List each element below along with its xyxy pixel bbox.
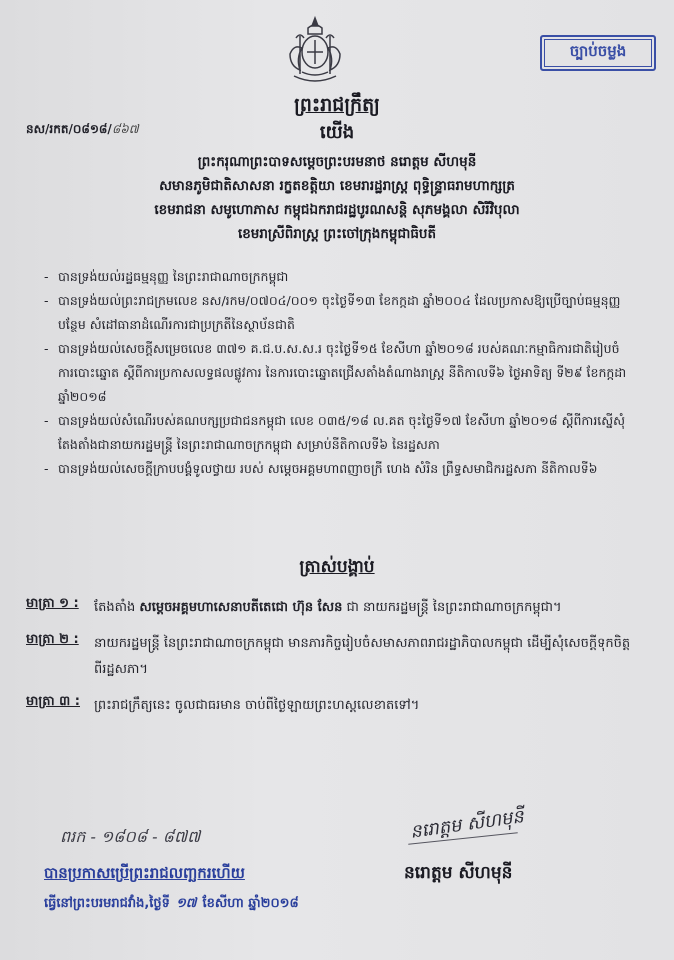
article-3 bbox=[26, 693, 646, 719]
decree-subtitle: យើង bbox=[319, 122, 355, 143]
article-text: ព្រះរាជក្រឹត្យនេះ ចូលជាធរមាន ចាប់ពីថ្ងៃឡាយព្រះហស្តលេខាតទៅ។ bbox=[94, 698, 420, 713]
article-text: នាយករដ្ឋមន្ត្រី នៃព្រះរាជាណាចក្រកម្ពុជា មានភារកិច្ចរៀបចំសមាសភាពរាជរដ្ឋាភិបាលកម្ពុជា ដើម្បីសុំសេចក្តីទុកចិត្តពីរដ្ឋសភា។ bbox=[94, 636, 631, 677]
article-text bbox=[94, 595, 646, 621]
decree-heading: ត្រាស់បង្គាប់ bbox=[299, 557, 375, 577]
copy-stamp: ច្បាប់ចម្លង bbox=[540, 35, 656, 71]
article-1 bbox=[26, 595, 646, 621]
date-day-handwritten: ១៧ bbox=[175, 896, 197, 911]
consideration-item: - បានទ្រង់យល់សេចក្តីសម្រេចលេខ ៣៧១ គ.ជ.ប.ស.ស.រ ចុះថ្ងៃទី១៥ ខែសីហា ឆ្នាំ២០១៨ របស់គណៈកម្មាធិការជាតិរៀបចំការបោះឆ្នោត ស្តីពីការប្រកាសលទ្ធផលផ្លូវការ នៃការបោះឆ្នោតជ្រើសតាំងតំណាងរាស្ត្រ នីតិកាលទី៦ ថ្ងៃអាទិត្យ ទី២៩ ខែកក្កដា ឆ្នាំ២០១៨ bbox=[44, 337, 634, 409]
certification-note: បានប្រកាសប្រើព្រះរាជលញ្ឆករហើយ bbox=[44, 864, 245, 882]
king-titles bbox=[0, 150, 674, 246]
king-title-line: សមានភូមិជាតិសាសនា រក្ខតខត្តិយា ខេមរារដ្ឋរាស្ត្រ ពុទ្ធិន្ទ្រាធរាមហាក្សត្រ bbox=[159, 178, 515, 194]
consideration-item: - បានទ្រង់យល់ព្រះរាជក្រមលេខ នស/រកម/០៧០៤/០០១ ចុះថ្ងៃទី១៣ ខែកក្កដា ឆ្នាំ២០០៤ ដែលប្រកាសឱ្យប្រើច្បាប់ធម្មនុញ្ញបន្ថែម សំដៅធានាដំណើរការជាប្រក្រតីនៃស្ថាប័នជាតិ bbox=[44, 289, 634, 337]
handwritten-register-number: ពរក - ១៨០៨ - ៨៧៧ bbox=[60, 827, 201, 846]
appointee-name: សម្តេចអគ្គមហាសេនាបតីតេជោ ហ៊ុន សែន bbox=[139, 600, 343, 615]
document-number bbox=[26, 121, 139, 139]
article-number: មាត្រា ១ : bbox=[26, 596, 79, 611]
king-title-line: ខេមរាស្រីពិរាស្ត្រ ព្រះចៅក្រុងកម្ពុជាធិបតី bbox=[237, 226, 437, 242]
decree-title: ព្រះរាជក្រឹត្យ bbox=[294, 94, 380, 116]
consideration-item: - បានទ្រង់យល់សេចក្តីក្រាបបង្គំទូលថ្វាយ របស់ សម្តេចអគ្គមហាពញាចក្រី ហេង សំរិន ព្រឹទ្ធសមាជិករដ្ឋសភា នីតិកាលទី៦ bbox=[44, 457, 634, 481]
place-prefix: ធ្វើនៅព្រះបរមរាជវាំង,ថ្ងៃទី bbox=[44, 896, 170, 911]
consideration-item: - បានទ្រង់យល់រដ្ឋធម្មនុញ្ញ នៃព្រះរាជាណាចក្រកម្ពុជា bbox=[44, 265, 634, 289]
document-number-handwritten: ៨៦៧ bbox=[111, 122, 139, 136]
document-number-printed: នស/រកត/០៨១៨/ bbox=[26, 122, 112, 136]
royal-signature: នរោត្តម សីហមុនី bbox=[408, 806, 526, 843]
place-and-date bbox=[44, 895, 299, 914]
place-suffix: ខែសីហា ឆ្នាំ២០១៨ bbox=[202, 896, 299, 911]
article-text-pre: តែងតាំង bbox=[94, 600, 136, 615]
article-2 bbox=[26, 631, 646, 683]
considerations-list bbox=[44, 265, 634, 481]
article-number: មាត្រា ២ : bbox=[26, 632, 79, 647]
article-text-post: ជា នាយករដ្ឋមន្ត្រី នៃព្រះរាជាណាចក្រកម្ពុជា។ bbox=[346, 600, 562, 615]
king-title-line: ព្រះករុណាព្រះបាទសម្តេចព្រះបរមនាថ នរោត្តម សីហមុនី bbox=[197, 154, 477, 170]
article-number: មាត្រា ៣ : bbox=[26, 694, 80, 709]
consideration-item: - បានទ្រង់យល់សំណើរបស់គណបក្សប្រជាជនកម្ពុជា លេខ ០៣៥/១៨ ល.គត ចុះថ្ងៃទី១៧ ខែសីហា ឆ្នាំ២០១៨ ស្តីពីការស្នើសុំតែងតាំងជានាយករដ្ឋមន្ត្រី នៃព្រះរាជាណាចក្រកម្ពុជា សម្រាប់នីតិកាលទី៦ នៃរដ្ឋសភា bbox=[44, 409, 634, 457]
signer-name: នរោត្តម សីហមុនី bbox=[404, 863, 513, 883]
articles bbox=[26, 595, 646, 729]
king-title-line: ខេមរាជនា សមូហោភាស កម្ពុជឯករាជរដ្ឋបូរណសន្តិ សុភមង្គលា សិរីវិបុលា bbox=[154, 202, 520, 218]
royal-coat-of-arms-icon bbox=[280, 14, 350, 88]
